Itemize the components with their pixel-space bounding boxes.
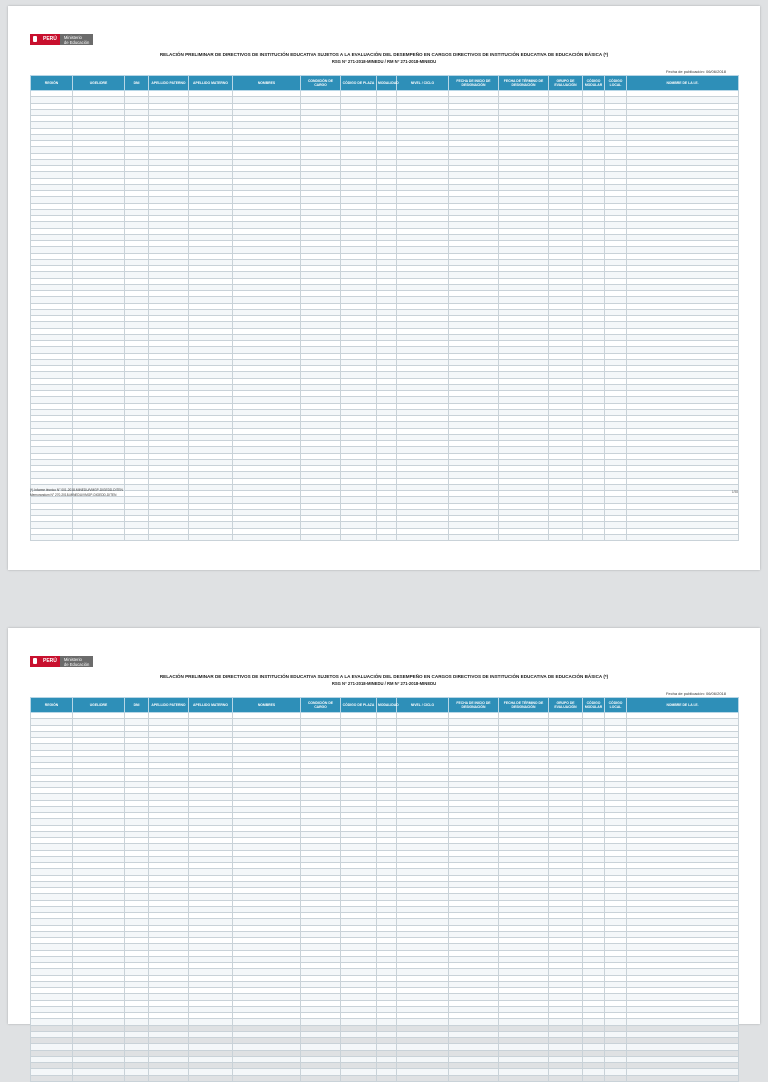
table-cell (301, 534, 341, 540)
table-cell (397, 1075, 449, 1081)
logo-ministry: Ministerio de Educación (60, 34, 93, 45)
column-header: FECHA DE TÉRMINO DE DESIGNACIÓN (499, 698, 549, 713)
footnote: (*) Informe técnico N° 001-2018-MINEDU/VMGP-DIGEDD-DITEN Memorandum N° 270-2018-MINEDU/VMGP-DIGEDD-DITEN (30, 488, 123, 497)
document-subtitle: RSG N° 271-2018-MINEDU / RM N° 271-2018-MINEDU (331, 681, 437, 686)
table-cell (605, 534, 627, 540)
logo-country: PERÚ (40, 34, 60, 45)
column-header: MODALIDAD (377, 698, 397, 713)
table-row (31, 534, 739, 540)
table-body (31, 91, 739, 541)
table-cell (149, 534, 189, 540)
column-header: UGEL/DRE (73, 76, 125, 91)
document-title: RELACIÓN PRELIMINAR DE DIRECTIVOS DE INSTITUCIÓN EDUCATIVA SUJETOS A LA EVALUACIÓN DEL DESEMPEÑO EN CARGOS DIRECTIVOS DE INSTITUCIÓN EDUCATIVA DE EDUCACIÓN BÁSICA (*) (159, 52, 609, 57)
column-header: REGIÓN (31, 698, 73, 713)
column-header: APELLIDO MATERNO (189, 76, 233, 91)
column-header: NIVEL / CICLO (397, 76, 449, 91)
table-cell (627, 1075, 739, 1081)
column-header: UGEL/DRE (73, 698, 125, 713)
column-header: NOMBRE DE LA I.E. (627, 76, 739, 91)
table-cell (627, 534, 739, 540)
document-title: RELACIÓN PRELIMINAR DE DIRECTIVOS DE INSTITUCIÓN EDUCATIVA SUJETOS A LA EVALUACIÓN DEL DESEMPEÑO EN CARGOS DIRECTIVOS DE INSTITUCIÓN EDUCATIVA DE EDUCACIÓN BÁSICA (*) (159, 674, 609, 679)
table-cell (583, 1075, 605, 1081)
minedu-logo (30, 656, 93, 667)
table-cell (341, 534, 377, 540)
table-cell (605, 1075, 627, 1081)
column-header: CONDICIÓN DE CARGO (301, 76, 341, 91)
column-header: FECHA DE INICIO DE DESIGNACIÓN (449, 698, 499, 713)
table-cell (73, 534, 125, 540)
table-cell (583, 534, 605, 540)
table-cell (125, 1075, 149, 1081)
table-cell (449, 534, 499, 540)
logo-ministry: Ministerio de Educación (60, 656, 93, 667)
table-cell (31, 1075, 73, 1081)
column-header: DNI (125, 76, 149, 91)
table-cell (449, 1075, 499, 1081)
table-row (31, 1075, 739, 1081)
column-header: APELLIDO PATERNO (149, 76, 189, 91)
logo-country: PERÚ (40, 656, 60, 667)
table-cell (549, 534, 583, 540)
column-header: NOMBRES (233, 76, 301, 91)
table-cell (301, 1075, 341, 1081)
table-cell (499, 534, 549, 540)
document-page (8, 6, 760, 570)
column-header: GRUPO DE EVALUACIÓN (549, 76, 583, 91)
table-header (31, 698, 739, 713)
table-cell (73, 1075, 125, 1081)
document-subtitle: RSG N° 271-2018-MINEDU / RM N° 271-2018-MINEDU (331, 59, 437, 64)
publication-date: Fecha de publicación: 06/06/2018 (665, 691, 726, 696)
peru-shield-icon (30, 34, 40, 45)
column-header: CÓDIGO LOCAL (605, 76, 627, 91)
column-header: GRUPO DE EVALUACIÓN (549, 698, 583, 713)
directivos-table (30, 75, 739, 541)
column-header: APELLIDO PATERNO (149, 698, 189, 713)
table-cell (189, 1075, 233, 1081)
table-cell (189, 534, 233, 540)
column-header: CÓDIGO DE PLAZA (341, 76, 377, 91)
table-cell (377, 534, 397, 540)
table-cell (149, 1075, 189, 1081)
column-header: REGIÓN (31, 76, 73, 91)
column-header: FECHA DE TÉRMINO DE DESIGNACIÓN (499, 76, 549, 91)
publication-date: Fecha de publicación: 06/06/2018 (665, 69, 726, 74)
document-page (8, 628, 760, 1024)
minedu-logo (30, 34, 93, 45)
table-cell (499, 1075, 549, 1081)
column-header: NOMBRE DE LA I.E. (627, 698, 739, 713)
table-cell (341, 1075, 377, 1081)
column-header: NIVEL / CICLO (397, 698, 449, 713)
table-header (31, 76, 739, 91)
peru-shield-icon (30, 656, 40, 667)
column-header: NOMBRES (233, 698, 301, 713)
table-cell (31, 534, 73, 540)
column-header: CONDICIÓN DE CARGO (301, 698, 341, 713)
directivos-table (30, 697, 739, 1082)
table-cell (397, 534, 449, 540)
table-cell (125, 534, 149, 540)
column-header: FECHA DE INICIO DE DESIGNACIÓN (449, 76, 499, 91)
column-header: CÓDIGO MODULAR (583, 76, 605, 91)
column-header: DNI (125, 698, 149, 713)
table-cell (377, 1075, 397, 1081)
page-number: 1/58 (731, 490, 738, 494)
column-header: CÓDIGO MODULAR (583, 698, 605, 713)
column-header: APELLIDO MATERNO (189, 698, 233, 713)
table-cell (233, 1075, 301, 1081)
column-header: CÓDIGO DE PLAZA (341, 698, 377, 713)
column-header: MODALIDAD (377, 76, 397, 91)
table-cell (549, 1075, 583, 1081)
table-cell (233, 534, 301, 540)
column-header: CÓDIGO LOCAL (605, 698, 627, 713)
table-body (31, 713, 739, 1082)
